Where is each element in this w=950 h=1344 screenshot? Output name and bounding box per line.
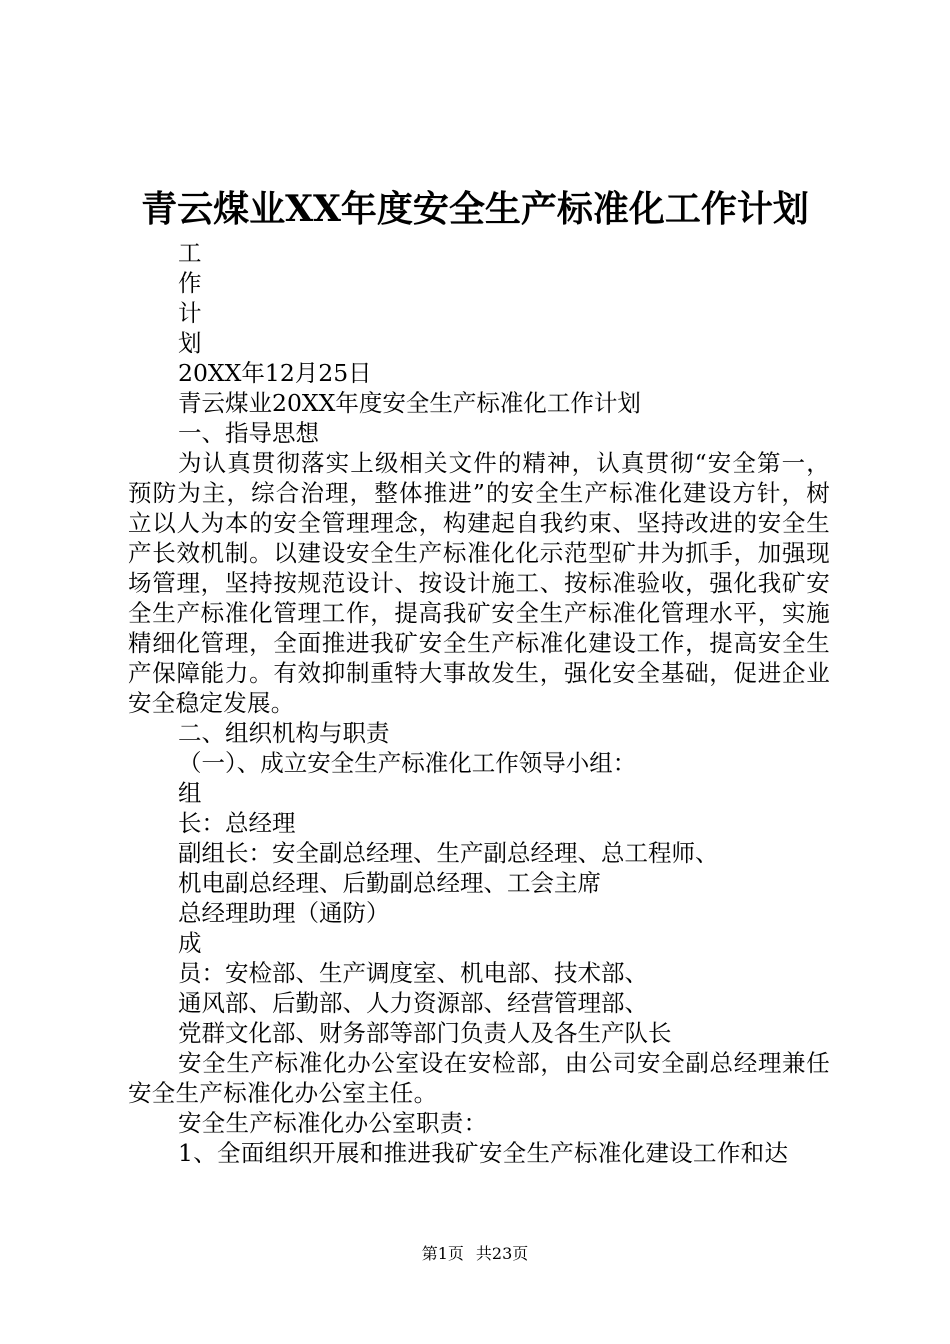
document-body — [128, 238, 830, 1168]
text-line: 计 — [178, 299, 202, 327]
text-line: 组 — [178, 779, 202, 807]
section-heading-guiding-ideology: 一、指导思想 — [178, 419, 319, 447]
deputy-leader-line-cont: 总经理助理（通防） — [178, 899, 390, 927]
group-leader-line: 长：总经理 — [178, 809, 296, 837]
text-line: 成 — [178, 929, 202, 957]
members-line-cont: 通风部、后勤部、人力资源部、经营管理部、 — [178, 989, 648, 1017]
paragraph-guiding-ideology: 为认真贯彻落实上级相关文件的精神，认真贯彻“安全第一，预防为主，综合治理，整体推进”的安全生产标准化建设方针，树立以人为本的安全管理理念，构建起自我约束、坚持改进的安全生产长效机制。以建设安全生产标准化化示范型矿井为抓手，加强现场管理，坚持按规范设计、按设计施工、按标准验收，强化我矿安全生产标准化管理工作，提高我矿安全生产标准化管理水平，实施精细化管理，全面推进我矿安全生产标准化建设工作，提高安全生产保障能力。有效抑制重特大事故发生，强化安全基础，促进企业安全稳定发展。 — [128, 449, 830, 717]
subsection-heading-leading-group: （一）、成立安全生产标准化工作领导小组： — [178, 749, 637, 777]
deputy-leader-line: 副组长：安全副总经理、生产副总经理、总工程师、 — [178, 839, 719, 867]
document-subtitle: 青云煤业20XX年度安全生产标准化工作计划 — [178, 389, 641, 417]
members-line-cont: 党群文化部、财务部等部门负责人及各生产队长 — [178, 1019, 672, 1047]
paragraph-duty-1: 1、全面组织开展和推进我矿安全生产标准化建设工作和达 — [178, 1139, 789, 1167]
members-line: 员：安检部、生产调度室、机电部、技术部、 — [178, 959, 648, 987]
deputy-leader-line-cont: 机电副总经理、后勤副总经理、工会主席 — [178, 869, 601, 897]
page-number: 第1页 — [421, 1244, 464, 1263]
page-total: 共23页 — [475, 1244, 529, 1263]
section-heading-organization: 二、组织机构与职责 — [178, 719, 390, 747]
paragraph-office-duties-heading: 安全生产标准化办公室职责： — [178, 1109, 488, 1137]
text-line: 作 — [178, 269, 202, 297]
page-footer — [0, 1243, 950, 1265]
text-line: 工 — [178, 239, 202, 267]
document-title: 青云煤业XX年度安全生产标准化工作计划 — [141, 188, 809, 230]
text-line: 划 — [178, 329, 202, 357]
paragraph-office: 安全生产标准化办公室设在安检部，由公司安全副总经理兼任安全生产标准化办公室主任。 — [128, 1049, 830, 1107]
document-date: 20XX年12月25日 — [178, 359, 372, 387]
